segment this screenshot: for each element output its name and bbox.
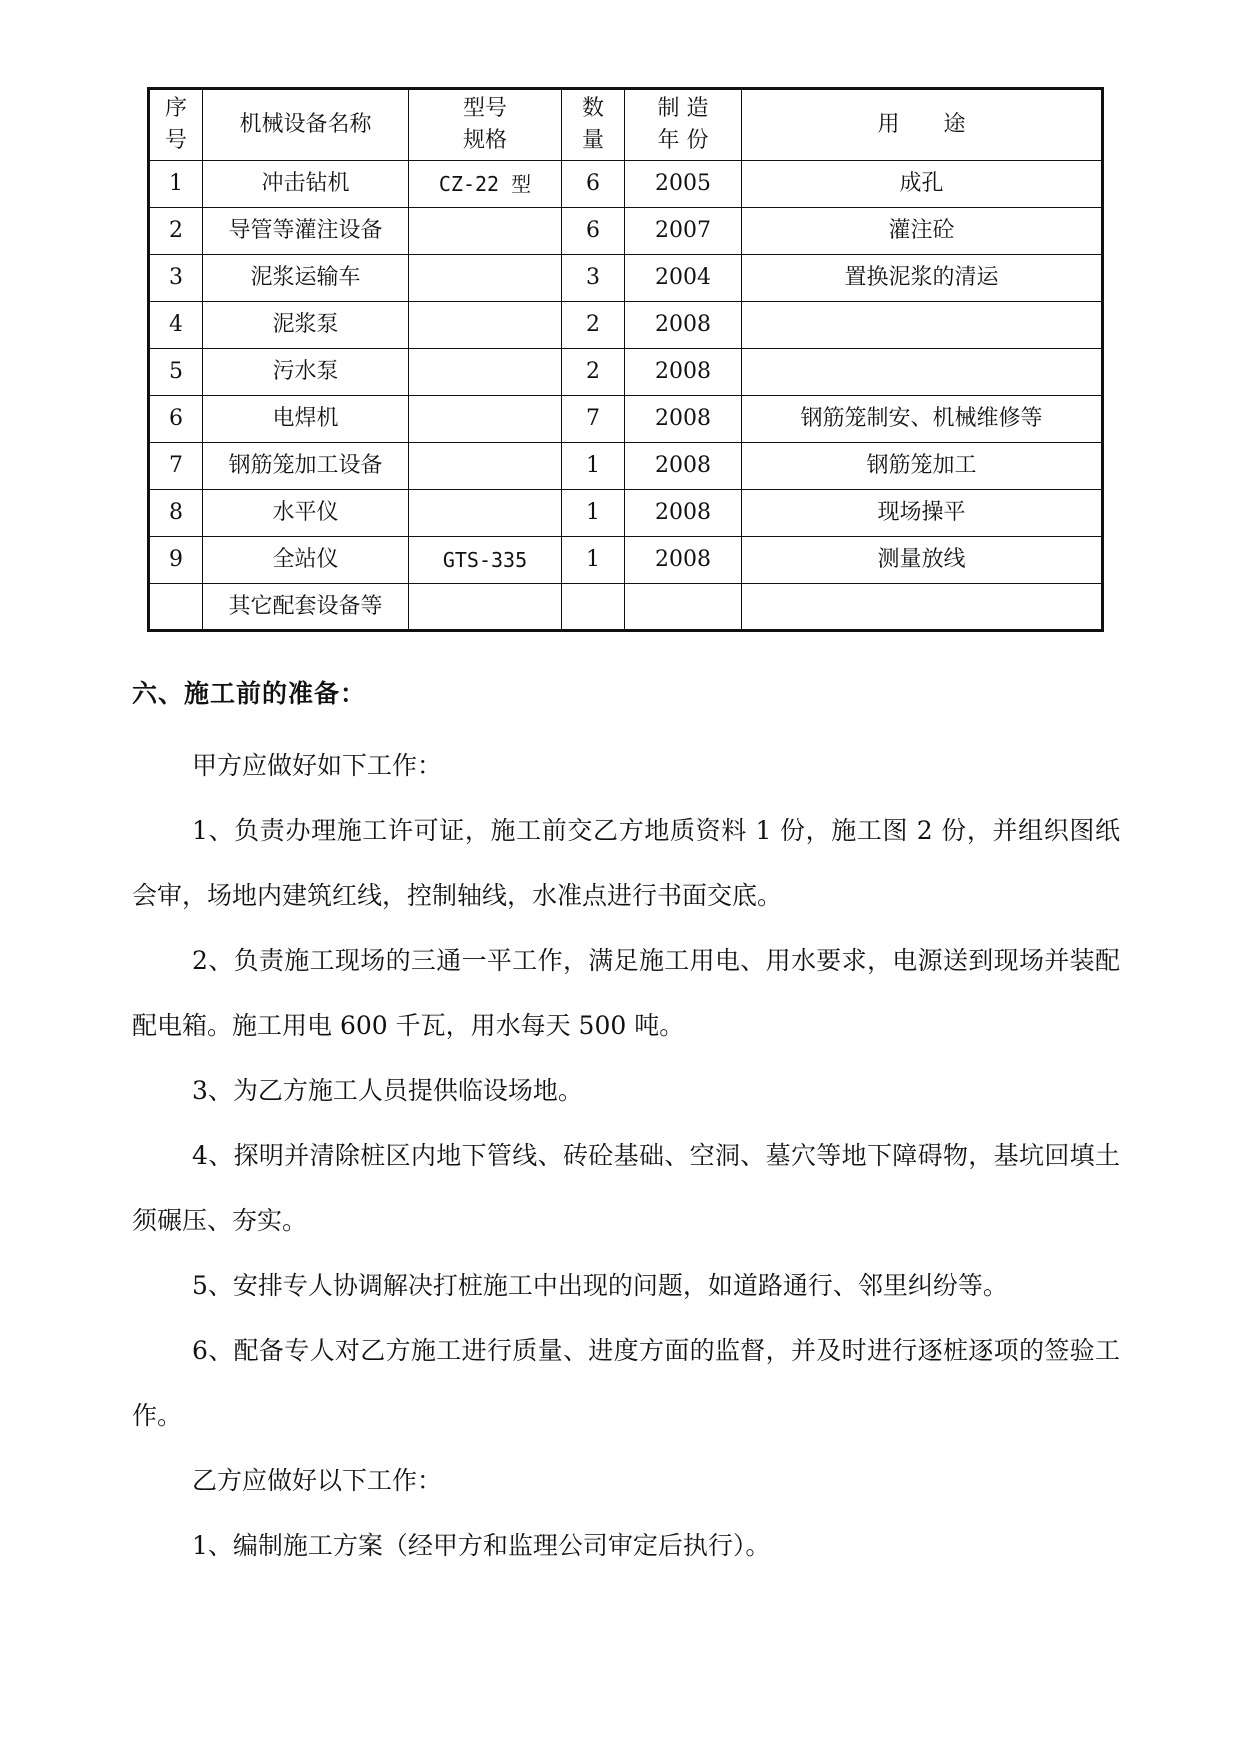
cell-name: 其它配套设备等	[203, 584, 409, 631]
cell-model	[409, 208, 562, 255]
header-qty-line2: 量	[581, 128, 604, 153]
cell-use	[742, 302, 1103, 349]
cell-use: 钢筋笼制安、机械维修等	[742, 396, 1103, 443]
cell-no: 2	[149, 208, 203, 255]
header-cell-name	[203, 89, 409, 161]
cell-model	[409, 396, 562, 443]
cell-year: 2008	[625, 349, 742, 396]
cell-qty: 1	[562, 490, 625, 537]
header-cell-year	[625, 89, 742, 161]
cell-use	[742, 349, 1103, 396]
cell-model	[409, 302, 562, 349]
cell-model	[409, 443, 562, 490]
cell-use: 测量放线	[742, 537, 1103, 584]
cell-use: 钢筋笼加工	[742, 443, 1103, 490]
paragraph: 2、负责施工现场的三通一平工作，满足施工用电、用水要求，电源送到现场并装配配电箱。施工用电 600 千瓦，用水每天 500 吨。	[132, 946, 1120, 1040]
header-name-line1: 机械设备名称	[239, 112, 372, 138]
cell-use: 成孔	[742, 161, 1103, 208]
equipment-table	[147, 87, 1104, 632]
cell-no: 6	[149, 396, 203, 443]
table-row	[149, 302, 1103, 349]
cell-no: 9	[149, 537, 203, 584]
table-row	[149, 443, 1103, 490]
header-no-line1: 序	[164, 96, 187, 122]
cell-no: 5	[149, 349, 203, 396]
table-row	[149, 161, 1103, 208]
header-cell-model	[409, 89, 562, 161]
table-row	[149, 584, 1103, 631]
table-row	[149, 537, 1103, 584]
section-heading: 六、施工前的准备：	[132, 679, 367, 708]
cell-model	[409, 584, 562, 631]
paragraph: 3、为乙方施工人员提供临设场地。	[192, 1076, 583, 1105]
cell-name: 导管等灌注设备	[203, 208, 409, 255]
table-header-row	[149, 89, 1103, 161]
cell-no: 1	[149, 161, 203, 208]
cell-name: 泥浆泵	[203, 302, 409, 349]
cell-name: 泥浆运输车	[203, 255, 409, 302]
cell-qty: 3	[562, 255, 625, 302]
cell-qty: 6	[562, 161, 625, 208]
cell-year: 2007	[625, 208, 742, 255]
header-model-line2: 规格	[462, 128, 507, 153]
cell-use: 现场操平	[742, 490, 1103, 537]
cell-use: 灌注砼	[742, 208, 1103, 255]
cell-qty: 1	[562, 537, 625, 584]
cell-no	[149, 584, 203, 631]
cell-model	[409, 255, 562, 302]
table-row	[149, 490, 1103, 537]
table-row	[149, 208, 1103, 255]
cell-year: 2008	[625, 302, 742, 349]
table-row	[149, 349, 1103, 396]
cell-qty: 2	[562, 349, 625, 396]
cell-use: 置换泥浆的清运	[742, 255, 1103, 302]
header-qty-line1: 数	[581, 96, 604, 122]
cell-name: 电焊机	[203, 396, 409, 443]
cell-year: 2004	[625, 255, 742, 302]
cell-year: 2008	[625, 537, 742, 584]
cell-qty	[562, 584, 625, 631]
header-cell-use	[742, 89, 1103, 161]
cell-qty: 1	[562, 443, 625, 490]
cell-year: 2008	[625, 443, 742, 490]
cell-name: 水平仪	[203, 490, 409, 537]
header-year-line1: 制 造	[657, 96, 709, 122]
cell-name: 全站仪	[203, 537, 409, 584]
cell-model: CZ-22 型	[409, 161, 562, 208]
cell-name: 污水泵	[203, 349, 409, 396]
cell-use	[742, 584, 1103, 631]
cell-year	[625, 584, 742, 631]
paragraph: 乙方应做好以下工作：	[192, 1466, 443, 1495]
cell-model	[409, 490, 562, 537]
cell-no: 8	[149, 490, 203, 537]
cell-no: 3	[149, 255, 203, 302]
cell-qty: 6	[562, 208, 625, 255]
cell-no: 7	[149, 443, 203, 490]
cell-qty: 2	[562, 302, 625, 349]
header-model-line1: 型号	[462, 96, 507, 122]
cell-name: 钢筋笼加工设备	[203, 443, 409, 490]
header-year-line2: 年 份	[657, 128, 709, 153]
paragraph: 4、探明并清除桩区内地下管线、砖砼基础、空洞、墓穴等地下障碍物，基坑回填土须碾压、夯实。	[132, 1141, 1120, 1235]
header-cell-no	[149, 89, 203, 161]
cell-model	[409, 349, 562, 396]
cell-year: 2008	[625, 490, 742, 537]
cell-no: 4	[149, 302, 203, 349]
table-body	[149, 161, 1103, 631]
paragraph: 5、安排专人协调解决打桩施工中出现的问题，如道路通行、邻里纠纷等。	[192, 1271, 1008, 1300]
cell-qty: 7	[562, 396, 625, 443]
paragraph: 6、配备专人对乙方施工进行质量、进度方面的监督，并及时进行逐桩逐项的签验工作。	[132, 1336, 1120, 1430]
table-header	[149, 89, 1103, 161]
section-body	[132, 733, 1120, 1578]
header-use-line1: 用 途	[877, 112, 966, 138]
cell-name: 冲击钻机	[203, 161, 409, 208]
header-cell-qty	[562, 89, 625, 161]
paragraph: 甲方应做好如下工作：	[192, 751, 443, 780]
cell-year: 2008	[625, 396, 742, 443]
table-row	[149, 255, 1103, 302]
cell-year: 2005	[625, 161, 742, 208]
table-row	[149, 396, 1103, 443]
paragraph: 1、负责办理施工许可证，施工前交乙方地质资料 1 份，施工图 2 份，并组织图纸会审，场地内建筑红线，控制轴线，水准点进行书面交底。	[132, 816, 1120, 910]
paragraph: 1、编制施工方案（经甲方和监理公司审定后执行）。	[192, 1531, 771, 1560]
cell-model: GTS-335	[409, 537, 562, 584]
header-no-line2: 号	[164, 128, 187, 153]
